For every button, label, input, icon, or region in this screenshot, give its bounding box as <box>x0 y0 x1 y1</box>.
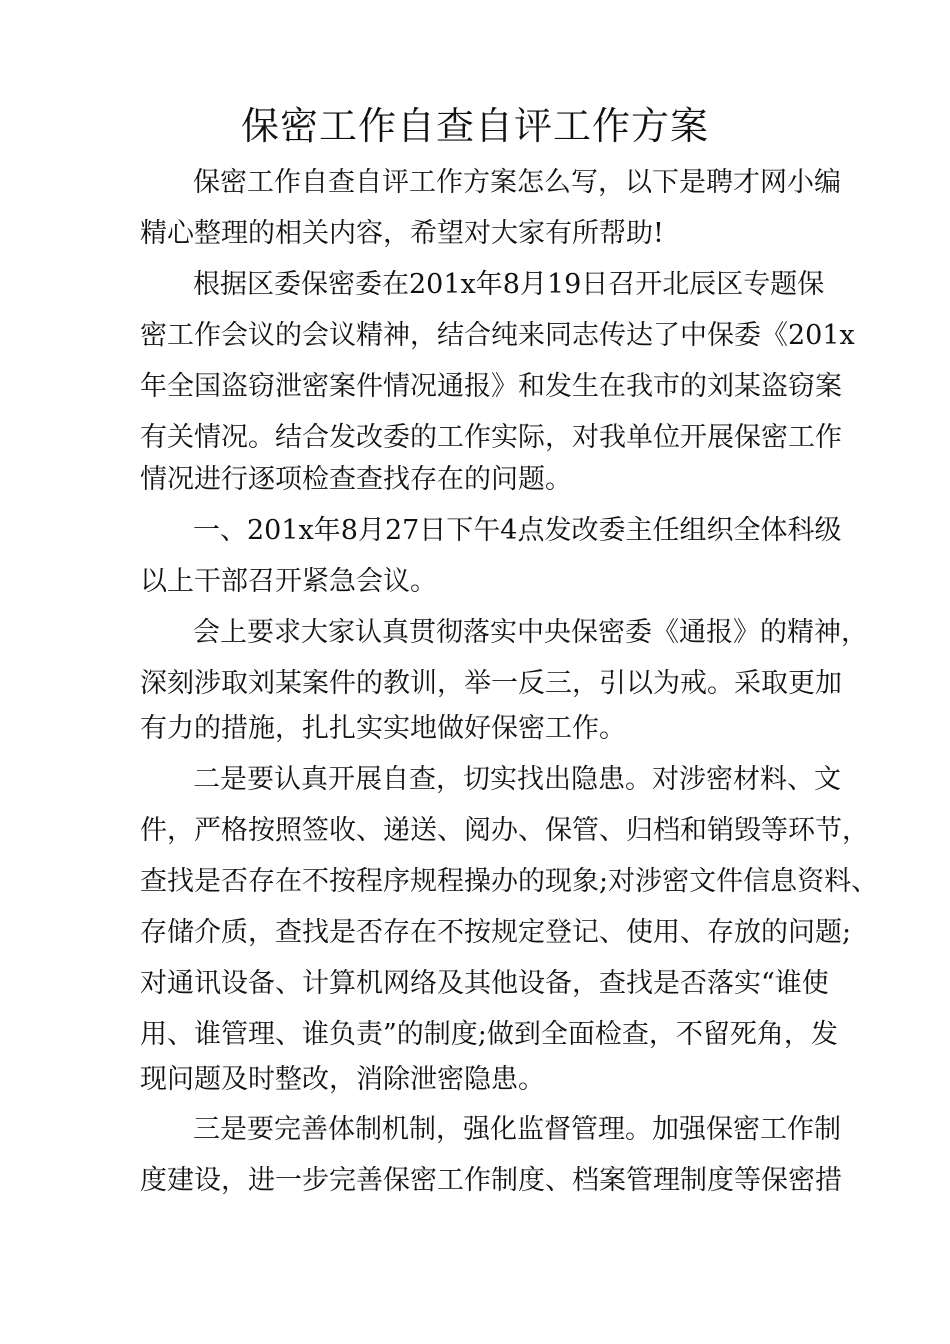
paragraph-line: 密工作会议的会议精神，结合纯来同志传达了中保委《201x <box>140 320 855 351</box>
paragraph-line: 有力的措施，扎扎实实地做好保密工作。 <box>140 713 626 744</box>
paragraph-line: 存储介质，查找是否存在不按规定登记、使用、存放的问题; <box>140 917 852 948</box>
paragraph-line: 会上要求大家认真贯彻落实中央保密委《通报》的精神， <box>193 617 868 648</box>
paragraph-line: 保密工作自查自评工作方案怎么写，以下是聘才网小编 <box>193 167 841 198</box>
document-title: 保密工作自查自评工作方案 <box>240 104 709 148</box>
paragraph-line: 有关情况。结合发改委的工作实际，对我单位开展保密工作 <box>140 422 842 453</box>
paragraph-line: 以上干部召开紧急会议。 <box>140 566 437 597</box>
paragraph-line: 查找是否存在不按程序规程操办的现象;对涉密文件信息资料、 <box>140 866 879 897</box>
paragraph-line: 对通讯设备、计算机网络及其他设备，查找是否落实“谁使 <box>140 968 829 999</box>
paragraph-line: 三是要完善体制机制，强化监督管理。加强保密工作制 <box>193 1114 841 1145</box>
paragraph-line: 根据区委保密委在201x年8月19日召开北辰区专题保 <box>193 269 825 300</box>
paragraph-line: 一、201x年8月27日下午4点发改委主任组织全体科级 <box>193 515 842 546</box>
paragraph-line: 精心整理的相关内容，希望对大家有所帮助! <box>140 218 664 249</box>
paragraph-line: 情况进行逐项检查查找存在的问题。 <box>140 464 572 495</box>
paragraph-line: 件，严格按照签收、递送、阅办、保管、归档和销毁等环节， <box>140 815 869 846</box>
paragraph-line: 度建设，进一步完善保密工作制度、档案管理制度等保密措 <box>140 1165 842 1196</box>
paragraph-line: 用、谁管理、谁负责”的制度;做到全面检查，不留死角，发 <box>140 1019 838 1050</box>
paragraph-line: 二是要认真开展自查，切实找出隐患。对涉密材料、文 <box>193 764 841 795</box>
paragraph-line: 现问题及时整改，消除泄密隐患。 <box>140 1064 545 1095</box>
paragraph-line: 年全国盗窃泄密案件情况通报》和发生在我市的刘某盗窃案 <box>140 371 842 402</box>
paragraph-line: 深刻涉取刘某案件的教训，举一反三，引以为戒。采取更加 <box>140 668 842 699</box>
